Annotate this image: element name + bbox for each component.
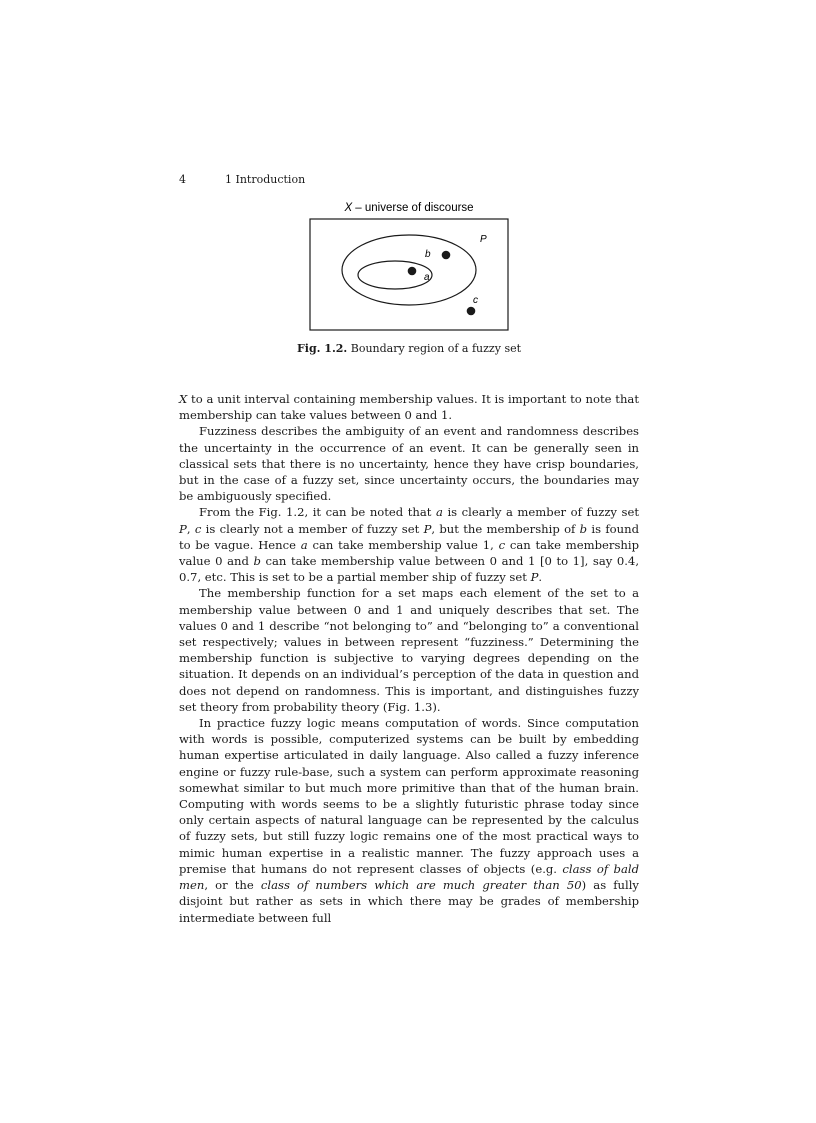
paragraph: In practice fuzzy logic means computation of words. Since computation with words is possible, computerized systems can be built by embedding human expertise articulated in daily language. Also called a fuzzy inference engine or fuzzy rule-base, such a system can perform approximate reasoning somewhat similar to but much more primitive than that of the human brain. Computing with words seems to be a slightly futuristic phrase today since only certain aspects of natural language can be represented by the calculus of fuzzy sets, but still fuzzy logic remains one of the most practical ways to mimic human expertise in a realistic manner. The fuzzy approach uses a premise that humans do not represent classes of objects (e.g. class of bald men, or the class of numbers which are much greater than 50) as fully disjoint but rather as sets in which there may be grades of membership intermediate between full xyxy=(179,716,639,925)
paragraph: From the Fig. 1.2, it can be noted that a is clearly a member of fuzzy set P, c is clearly not a member of fuzzy set P, but the membership of b is found to be vague. Hence a can take membership value 1, c can take membership value 0 and b can take membership value between 0 and 1 [0 to 1], say 0.4, 0.7, etc. This is set to be a partial member ship of fuzzy set P. xyxy=(179,505,640,585)
body-text xyxy=(179,391,639,926)
figure-1-2 xyxy=(300,200,518,335)
caption-label: Fig. 1.2. xyxy=(296,342,348,355)
label-a: a xyxy=(424,272,430,283)
label-b: b xyxy=(425,249,431,260)
fuzzy-set-diagram xyxy=(300,200,518,335)
paragraph: Fuzziness describes the ambiguity of an event and randomness describes the uncertainty in the occurrence of an event. It can be generally seen in classical sets that there is no uncertainty, hence they have crisp boundaries, but in the case of a fuzzy set, since uncertainty occurs, the boundaries may be ambiguously specified. xyxy=(179,424,639,504)
paragraph: The membership function for a set maps each element of the set to a membership value between 0 and 1 and uniquely describes that set. The values 0 and 1 describe “not belonging to” and “belonging to” a conventional set respectively; values in between represent “fuzziness.” Determining the membership function is subjective to varying degrees depending on the situation. It depends on an individual’s perception of the data in question and does not depend on randomness. This is important, and distinguishes fuzzy set theory from probability theory (Fig. 1.3). xyxy=(179,586,639,714)
universe-rectangle xyxy=(310,219,508,330)
caption-text: Boundary region of a fuzzy set xyxy=(350,342,522,355)
page-number: 4 xyxy=(179,173,186,186)
figure-caption xyxy=(179,342,639,355)
crisp-core-inner xyxy=(358,261,432,289)
point-a xyxy=(408,267,417,276)
paragraph: X to a unit interval containing membership values. It is important to note that membership can take values between 0 and 1. xyxy=(179,392,639,423)
point-b xyxy=(442,251,451,260)
label-c: c xyxy=(473,295,478,306)
label-P: P xyxy=(480,234,487,245)
figure-title xyxy=(343,202,473,214)
point-c xyxy=(467,307,476,316)
figure-title-rest: – universe of discourse xyxy=(352,202,474,214)
chapter-title: 1 Introduction xyxy=(225,173,306,186)
running-head xyxy=(179,173,305,186)
figure-title-var: X xyxy=(344,202,353,214)
